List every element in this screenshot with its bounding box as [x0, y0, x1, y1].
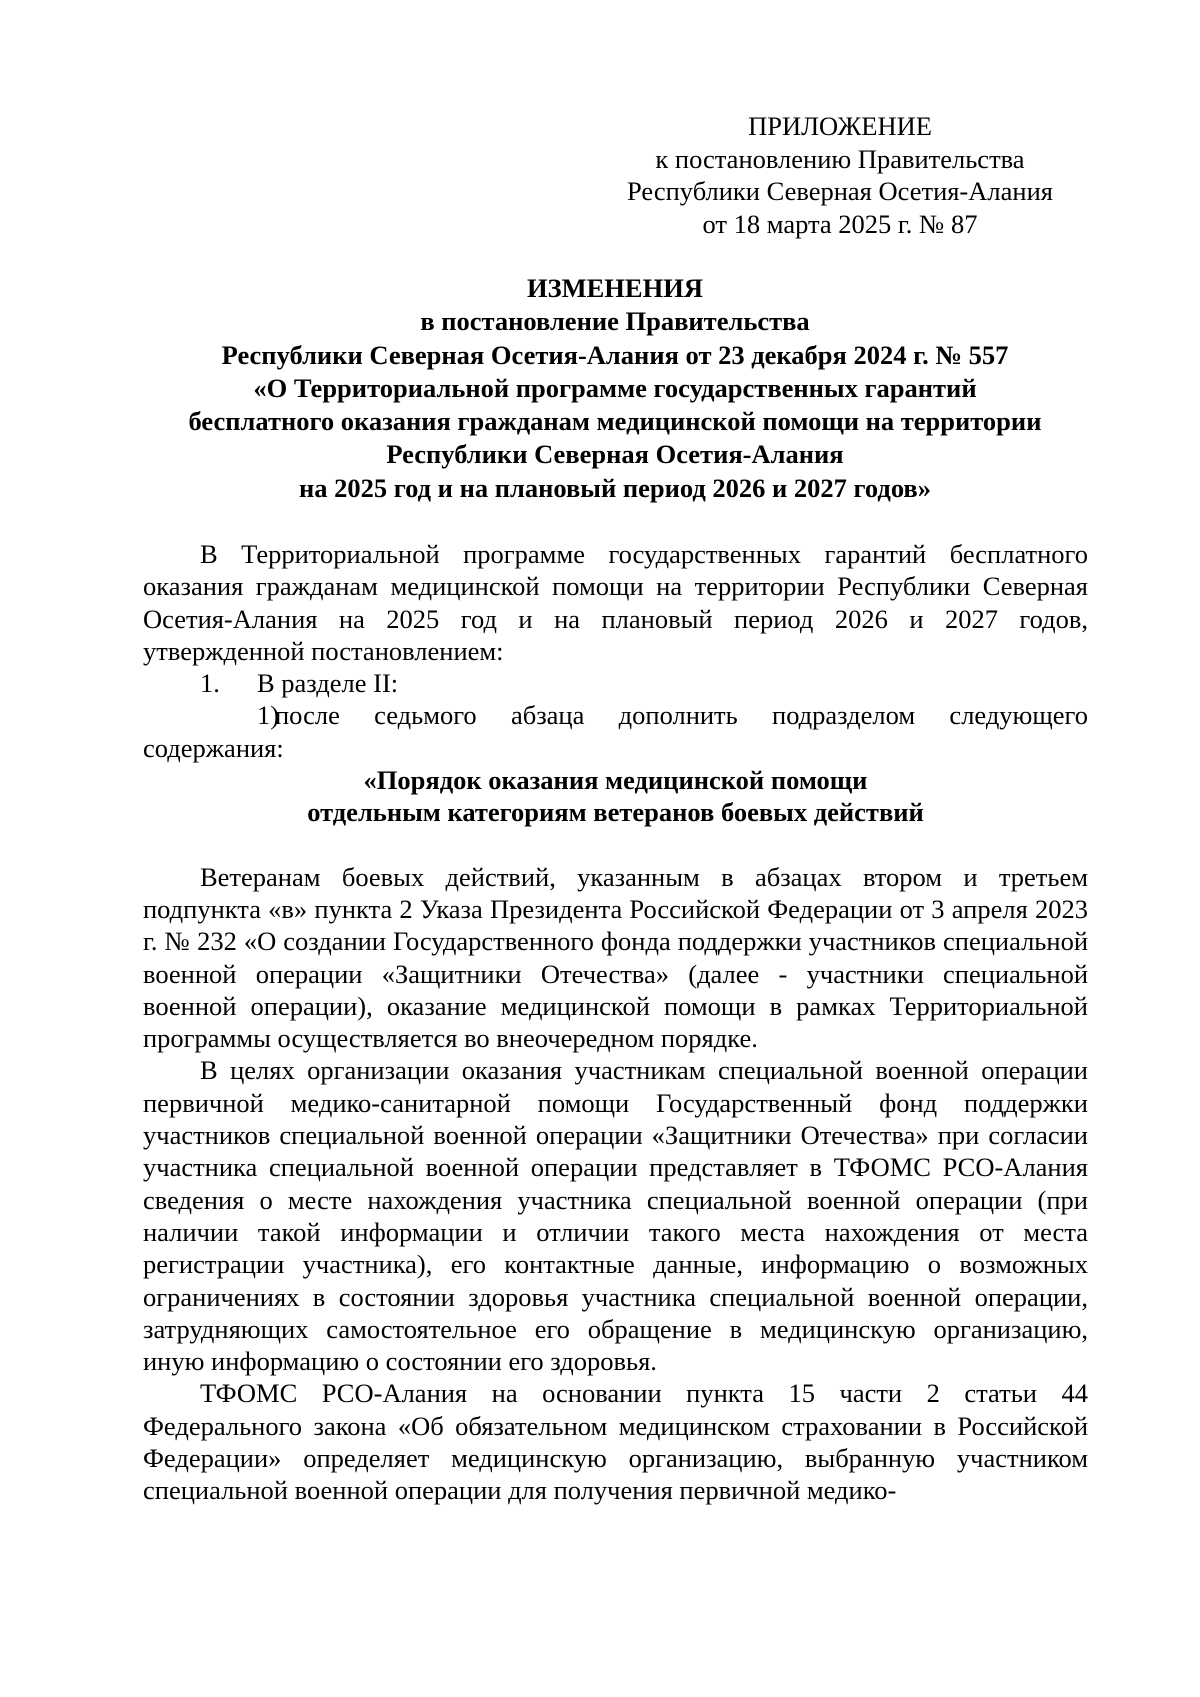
subsection-title-line: «Порядок оказания медицинской помощи — [363, 765, 868, 796]
title-line: бесплатного оказания гражданам медицинской помощи на территории — [188, 406, 1042, 437]
title-line: «О Территориальной программе государственных гарантий — [253, 372, 977, 403]
list-item-text: В разделе II: — [257, 668, 399, 699]
paragraph-veterans: Ветеранам боевых действий, указанным в абзацах втором и третьем подпункта «в» пункта 2 Указа Президента Российской Федерации от 3 апреля 2023 г. № 232 «О создании Государственного фонда поддержки участников специальной военной операции «Защитники Отечества» (далее - участники специальной военной операции), оказание медицинской помощи в рамках Территориальной программы осуществляется во внеочередном порядке. — [143, 861, 1088, 1054]
title-line: Республики Северная Осетия-Алания — [386, 439, 844, 470]
title-line: в постановление Правительства — [420, 306, 810, 337]
list-item-1 — [143, 667, 1088, 699]
title-line: на 2025 год и на плановый период 2026 и 2027 годов» — [299, 472, 931, 503]
spacer — [143, 829, 1088, 861]
title-line: Республики Северная Осетия-Алания от 23 декабря 2024 г. № 557 — [221, 339, 1009, 370]
subsection-title — [143, 764, 1088, 829]
document-title — [135, 272, 1095, 505]
paragraph-fund-info: В целях организации оказания участникам специальной военной операции первичной медико-санитарной помощи Государственный фонд поддержки участников специальной военной операции «Защитники Отечества» при согласии участника специальной военной операции представляет в ТФОМС РСО-Алания сведения о месте нахождения участника специальной военной операции (при наличии такой информации и отличии такого места нахождения от места регистрации участника), его контактные данные, информацию о возможных ограничениях в состоянии здоровья участника специальной военной операции, затрудняющих самостоятельное его обращение в медицинскую организацию, иную информацию о состоянии его здоровья. — [143, 1055, 1088, 1377]
document-body — [143, 538, 1088, 1507]
sub-item-number: 1) — [257, 700, 280, 731]
list-item-number: 1. — [200, 668, 220, 699]
title-line: ИЗМЕНЕНИЯ — [527, 273, 703, 303]
paragraph-tfoms: ТФОМС РСО-Алания на основании пункта 15 части 2 статьи 44 Федерального закона «Об обязательном медицинском страховании в Российской Федерации» определяет медицинскую организацию, выбранную участником специальной военной операции для получения первичной медико- — [143, 1378, 1088, 1506]
sub-item-text: после седьмого абзаца дополнить подразделом следующего содержания: — [143, 700, 1088, 763]
appendix-government: Республики Северная Осетия-Алания — [627, 176, 1053, 206]
appendix-label: ПРИЛОЖЕНИЕ — [748, 111, 932, 141]
subsection-title-line: отдельным категориям ветеранов боевых действий — [307, 797, 924, 828]
appendix-reference: к постановлению Правительства — [655, 143, 1025, 174]
intro-paragraph: В Территориальной программе государственных гарантий бесплатного оказания гражданам медицинской помощи на территории Республики Северная Осетия-Алания на 2025 год и на плановый период 2026 и 2027 годов, утвержденной постановлением: — [143, 539, 1088, 666]
sub-item-1 — [143, 699, 1088, 764]
appendix-header — [590, 110, 1090, 240]
appendix-date-number: от 18 марта 2025 г. № 87 — [702, 208, 978, 239]
